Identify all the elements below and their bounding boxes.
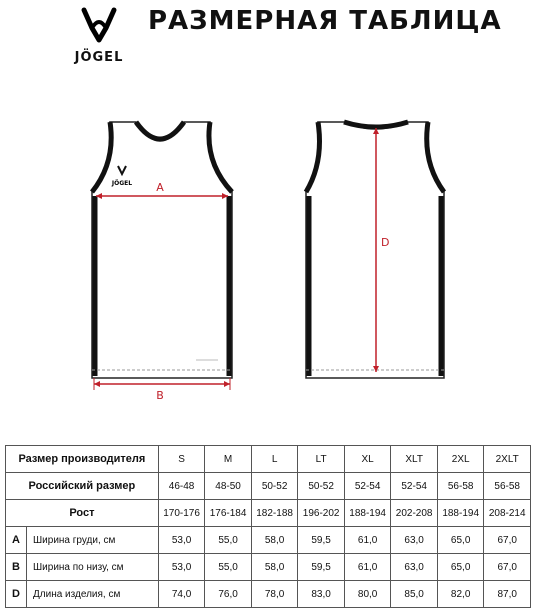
height-row <box>6 500 531 527</box>
measure-value: 63,0 <box>391 554 438 581</box>
brand-logo <box>62 6 136 66</box>
measure-value: 85,0 <box>391 581 438 608</box>
measure-letter: A <box>6 527 27 554</box>
measure-value: 53,0 <box>158 554 205 581</box>
measure-value: 58,0 <box>251 527 298 554</box>
measure-letter: D <box>6 581 27 608</box>
measure-value: 59,5 <box>298 554 345 581</box>
label-a: A <box>156 181 164 194</box>
height-row-cell: 202-208 <box>391 500 438 527</box>
measure-row <box>6 527 531 554</box>
measure-value: 55,0 <box>205 554 252 581</box>
size-header-row-cell: L <box>251 446 298 473</box>
measure-value: 59,5 <box>298 527 345 554</box>
russian-size-row-cell: 52-54 <box>391 473 438 500</box>
measure-value: 80,0 <box>344 581 391 608</box>
brand-name: JÖGEL <box>74 50 124 65</box>
measure-value: 87,0 <box>484 581 531 608</box>
height-row-cell: 170-176 <box>158 500 205 527</box>
russian-size-row-label: Российский размер <box>6 473 159 500</box>
height-row-cell: 208-214 <box>484 500 531 527</box>
measure-value: 61,0 <box>344 554 391 581</box>
height-row-cell: 188-194 <box>344 500 391 527</box>
russian-size-row-cell: 56-58 <box>437 473 484 500</box>
measure-value: 65,0 <box>437 554 484 581</box>
russian-size-row <box>6 473 531 500</box>
height-row-label: Рост <box>6 500 159 527</box>
size-header-row-cell: M <box>205 446 252 473</box>
size-header-row-cell: LT <box>298 446 345 473</box>
front-brand-label: JÖGEL <box>111 180 133 187</box>
measure-value: 61,0 <box>344 527 391 554</box>
measure-value: 76,0 <box>205 581 252 608</box>
measure-label: Ширина груди, см <box>27 527 159 554</box>
measure-value: 63,0 <box>391 527 438 554</box>
height-row-cell: 188-194 <box>437 500 484 527</box>
height-row-cell: 176-184 <box>205 500 252 527</box>
size-header-row-cell: 2XL <box>437 446 484 473</box>
measure-letter: B <box>6 554 27 581</box>
measure-value: 53,0 <box>158 527 205 554</box>
measure-value: 65,0 <box>437 527 484 554</box>
size-header-row-cell: XL <box>344 446 391 473</box>
size-table <box>5 445 531 608</box>
measure-row <box>6 581 531 608</box>
russian-size-row-cell: 50-52 <box>251 473 298 500</box>
measure-value: 74,0 <box>158 581 205 608</box>
page-title: РАЗМЕРНАЯ ТАБЛИЦА <box>148 6 502 36</box>
russian-size-row-cell: 48-50 <box>205 473 252 500</box>
measure-value: 82,0 <box>437 581 484 608</box>
back-jersey <box>306 122 444 378</box>
measure-value: 78,0 <box>251 581 298 608</box>
measure-label: Длина изделия, см <box>27 581 159 608</box>
russian-size-row-cell: 56-58 <box>484 473 531 500</box>
measure-value: 55,0 <box>205 527 252 554</box>
measure-value: 83,0 <box>298 581 345 608</box>
size-header-row-cell: XLT <box>391 446 438 473</box>
logo-mark-icon <box>62 6 136 52</box>
front-jersey <box>92 122 232 378</box>
measure-label: Ширина по низу, см <box>27 554 159 581</box>
measure-b <box>94 378 230 402</box>
size-header-row-cell: S <box>158 446 205 473</box>
size-header-row-label: Размер производителя <box>6 446 159 473</box>
measure-value: 67,0 <box>484 554 531 581</box>
label-b: B <box>156 389 164 402</box>
measure-value: 67,0 <box>484 527 531 554</box>
height-row-cell: 182-188 <box>251 500 298 527</box>
height-row-cell: 196-202 <box>298 500 345 527</box>
russian-size-row-cell: 46-48 <box>158 473 205 500</box>
size-header-row-cell: 2XLT <box>484 446 531 473</box>
label-d: D <box>381 236 390 249</box>
measure-value: 58,0 <box>251 554 298 581</box>
russian-size-row-cell: 52-54 <box>344 473 391 500</box>
jersey-diagram <box>0 100 536 420</box>
measure-row <box>6 554 531 581</box>
size-header-row <box>6 446 531 473</box>
russian-size-row-cell: 50-52 <box>298 473 345 500</box>
